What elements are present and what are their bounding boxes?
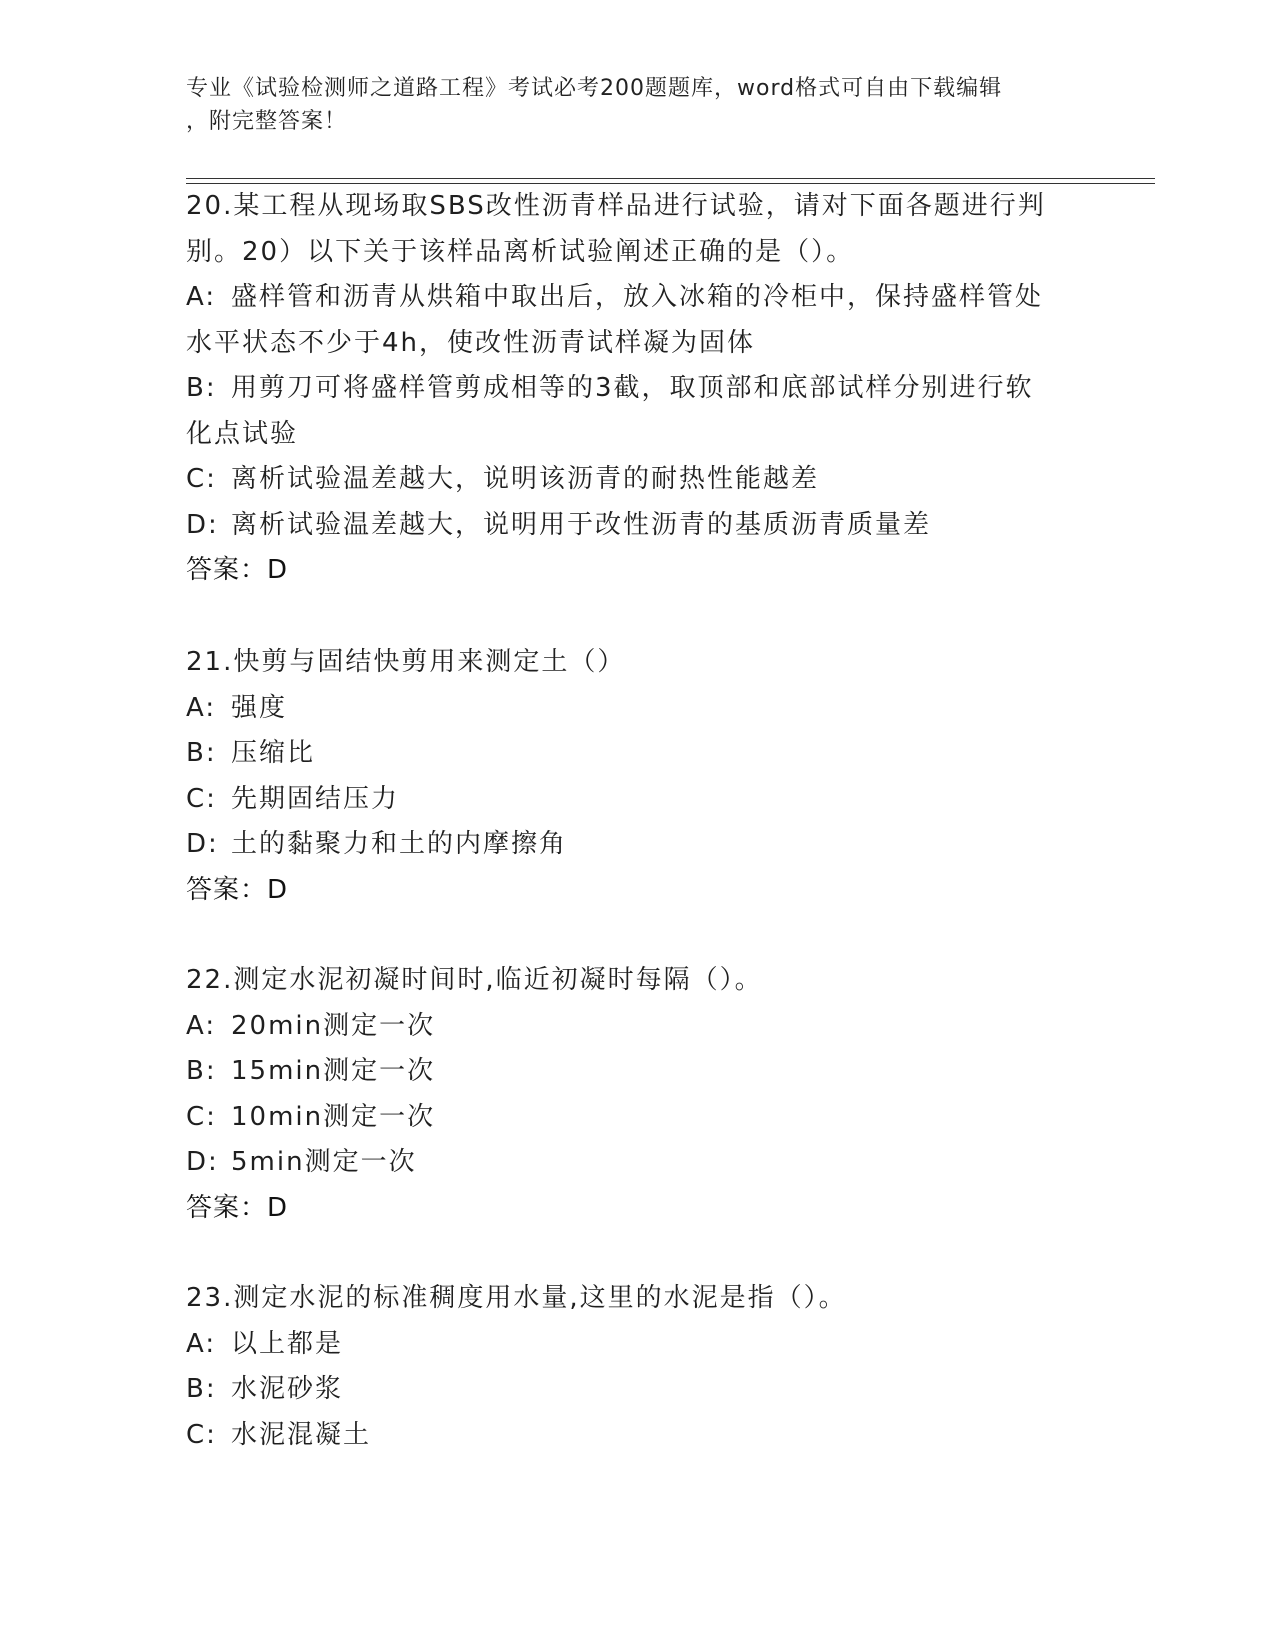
option-key: A: [186, 1010, 217, 1041]
option-text: 水泥混凝土 [231, 1419, 372, 1450]
question-stem-line: 别。20）以下关于该样品离析试验阐述正确的是（）。 [186, 236, 855, 267]
option-text: 10min测定一次 [231, 1101, 436, 1132]
option-b [186, 366, 1086, 412]
option-key: C: [186, 783, 217, 814]
option-c [186, 777, 1086, 823]
option-d [186, 503, 1086, 549]
option-key: D: [186, 509, 219, 540]
option-a [186, 686, 1086, 732]
answer-label: 答案：D [186, 874, 289, 905]
option-text-continued: 水平状态不少于4h，使改性沥青试样凝为固体 [186, 327, 756, 358]
header-line-2: ，附完整答案！ [186, 109, 348, 134]
option-key: D: [186, 829, 219, 859]
option-key: A: [186, 1328, 217, 1359]
option-text: 5min测定一次 [231, 1147, 417, 1177]
option-key: B: [186, 738, 217, 768]
option-key: B: [186, 1056, 217, 1086]
option-text: 离析试验温差越大，说明该沥青的耐热性能越差 [231, 464, 820, 494]
option-text: 用剪刀可将盛样管剪成相等的3截，取顶部和底部试样分别进行软 [231, 373, 1034, 403]
option-b [186, 1367, 1086, 1413]
option-b [186, 1049, 1086, 1095]
option-a [186, 275, 1086, 321]
document-header [186, 72, 1086, 138]
option-text: 20min测定一次 [231, 1010, 436, 1041]
option-a [186, 1322, 1086, 1368]
answer-label: 答案：D [186, 1192, 289, 1223]
option-b [186, 731, 1086, 777]
option-text-continued: 化点试验 [186, 418, 299, 449]
option-text: 离析试验温差越大，说明用于改性沥青的基质沥青质量差 [231, 509, 932, 540]
question-stem-line: 22.测定水泥初凝时间时,临近初凝时每隔（）。 [186, 965, 763, 995]
question-21 [186, 640, 1086, 913]
option-key: A: [186, 692, 217, 723]
option-text: 15min测定一次 [231, 1056, 436, 1086]
option-text: 压缩比 [231, 738, 316, 768]
option-key: B: [186, 373, 217, 403]
option-text: 水泥砂浆 [231, 1374, 344, 1404]
option-c [186, 1413, 1086, 1459]
option-c [186, 1095, 1086, 1141]
question-23 [186, 1276, 1086, 1458]
header-line-1: 专业《试验检测师之道路工程》考试必考200题题库，word格式可自由下载编辑 [186, 76, 1003, 101]
option-key: C: [186, 1419, 217, 1450]
option-c [186, 457, 1086, 503]
option-a [186, 1004, 1086, 1050]
option-key: A: [186, 282, 217, 312]
question-20 [186, 184, 1086, 593]
option-key: C: [186, 1101, 217, 1132]
option-d [186, 822, 1086, 868]
question-stem-line: 23.测定水泥的标准稠度用水量,这里的水泥是指（）。 [186, 1283, 847, 1313]
option-d [186, 1140, 1086, 1186]
option-text: 先期固结压力 [231, 783, 400, 814]
option-text: 强度 [231, 692, 288, 723]
option-text: 土的黏聚力和土的内摩擦角 [231, 829, 568, 859]
question-stem-line: 20.某工程从现场取SBS改性沥青样品进行试验，请对下面各题进行判 [186, 191, 1046, 221]
header-divider-top [186, 178, 1155, 179]
question-stem-line: 21.快剪与固结快剪用来测定土（） [186, 647, 626, 677]
option-key: B: [186, 1374, 217, 1404]
question-22 [186, 958, 1086, 1231]
option-text: 以上都是 [231, 1328, 344, 1359]
answer-label: 答案：D [186, 555, 289, 585]
option-key: D: [186, 1147, 219, 1177]
option-key: C: [186, 464, 217, 494]
option-text: 盛样管和沥青从烘箱中取出后，放入冰箱的冷柜中，保持盛样管处 [231, 282, 1044, 312]
